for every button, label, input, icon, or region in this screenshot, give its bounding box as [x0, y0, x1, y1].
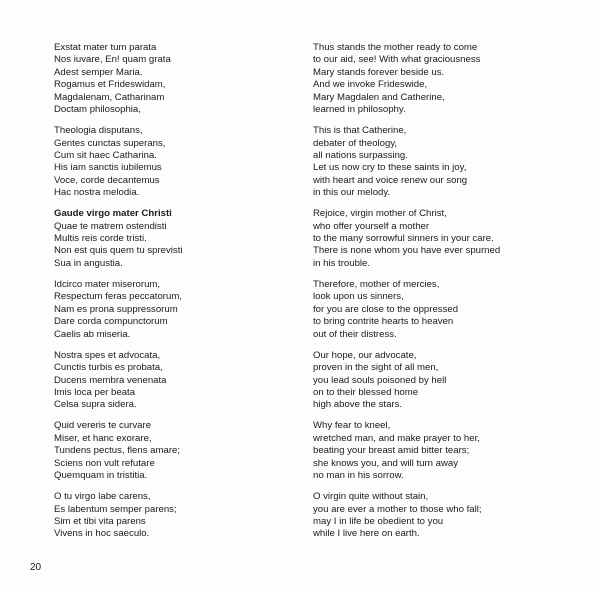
- verse-line: she knows you, and will turn away: [313, 457, 459, 469]
- verse-line: to the many sorrowful sinners in your care.: [313, 233, 494, 245]
- verse-line: Hac nostra melodia.: [54, 187, 140, 199]
- verse-line: Magdalenam, Catharinam: [54, 91, 165, 103]
- verse-line: His iam sanctis iubilemus: [54, 162, 162, 174]
- verse-line: who offer yourself a mother: [313, 220, 430, 232]
- verse-line: Cunctis turbis es probata,: [54, 362, 163, 374]
- verse-line: Quemquam in tristitia.: [54, 470, 148, 482]
- verse-line: may I in life be obedient to you: [313, 515, 444, 527]
- stanza: [313, 125, 583, 199]
- stanza: [313, 279, 583, 341]
- verse-line: while I live here on earth.: [313, 528, 420, 540]
- verse-line: you lead souls poisoned by hell: [313, 374, 447, 386]
- verse-line: Respectum feras peccatorum,: [54, 291, 182, 303]
- verse-line: This is that Catherine,: [313, 125, 407, 137]
- stanza: [313, 350, 583, 412]
- verse-line: Sim et tibi vita parens: [54, 515, 146, 527]
- verse-line: Voce, corde decantemus: [54, 174, 160, 186]
- verse-line: Quae te matrem ostendisti: [54, 220, 167, 232]
- stanza: [313, 208, 583, 270]
- verse-line: Es labentum semper parens;: [54, 503, 177, 515]
- verse-line: wretched man, and make prayer to her,: [313, 432, 480, 444]
- verse-line: debater of theology,: [313, 137, 398, 149]
- verse-line: Multis reis corde tristi.: [54, 233, 147, 245]
- verse-line: Mary stands forever beside us.: [313, 66, 445, 78]
- verse-line: There is none whom you have ever spurned: [313, 245, 501, 257]
- verse-line: Rejoice, virgin mother of Christ,: [313, 208, 447, 220]
- verse-line: Therefore, mother of mercies,: [313, 278, 440, 290]
- verse-line: look upon us sinners,: [313, 291, 404, 303]
- verse-line: Cum sit haec Catharina.: [54, 149, 157, 161]
- stanza: [54, 279, 290, 341]
- verse-line: Adest semper Maria.: [54, 66, 143, 78]
- verse-line: Thus stands the mother ready to come: [313, 42, 478, 53]
- verse-line: Sciens non vult refutare: [54, 457, 155, 469]
- verse-line: learned in philosophy.: [313, 104, 406, 116]
- verse-line: Miser, et hanc exorare,: [54, 432, 152, 444]
- stanza: [54, 125, 290, 199]
- verse-line: out of their distress.: [313, 328, 397, 340]
- verse-line: Idcirco mater miserorum,: [54, 278, 161, 290]
- verse-line: in this our melody.: [313, 187, 391, 199]
- verse-line: Nos iuvare, En! quam grata: [54, 54, 171, 66]
- verse-line: Nam es prona suppressorum: [54, 303, 178, 315]
- stanza: [54, 208, 290, 270]
- verse-line: with heart and voice renew our song: [313, 174, 468, 186]
- verse-line: for you are close to the oppressed: [313, 303, 459, 315]
- verse-line: Dare corda compunctorum: [54, 316, 168, 328]
- stanza: [313, 42, 583, 116]
- verse-line: on to their blessed home: [313, 386, 419, 398]
- verse-line: Tundens pectus, flens amare;: [54, 445, 181, 457]
- stanza: [54, 420, 290, 482]
- verse-line: Why fear to kneel,: [313, 420, 391, 432]
- verse-line: Sua in angustia.: [54, 257, 123, 269]
- verse-line: you are ever a mother to those who fall;: [313, 503, 482, 515]
- verse-line: Nostra spes et advocata,: [54, 349, 161, 361]
- verse-line: proven in the sight of all men,: [313, 362, 439, 374]
- verse-line: Non est quis quem tu sprevisti: [54, 245, 183, 257]
- verse-line: Mary Magdalen and Catherine,: [313, 91, 445, 103]
- stanza: [313, 491, 583, 541]
- page-number: 20: [30, 562, 42, 573]
- verse-line: Ducens membra venenata: [54, 374, 167, 386]
- verse-line: Rogamus et Frideswidam,: [54, 79, 166, 91]
- stanza: [54, 491, 290, 541]
- verse-line: Caelis ab miseria.: [54, 328, 131, 340]
- stanza-heading: Gaude virgo mater Christi: [54, 208, 172, 220]
- verse-line: And we invoke Frideswide,: [313, 79, 428, 91]
- english-translation-column: [313, 42, 583, 549]
- verse-line: to bring contrite hearts to heaven: [313, 316, 454, 328]
- verse-line: Exstat mater tum parata: [54, 42, 157, 53]
- verse-line: in his trouble.: [313, 257, 371, 269]
- verse-line: Quid vereris te curvare: [54, 420, 152, 432]
- stanza: [54, 350, 290, 412]
- verse-line: all nations surpassing.: [313, 149, 408, 161]
- verse-line: no man in his sorrow.: [313, 470, 404, 482]
- verse-line: Doctam philosophia,: [54, 104, 141, 116]
- verse-line: O tu virgo labe carens,: [54, 491, 151, 503]
- verse-line: Theologia disputans,: [54, 125, 143, 137]
- verse-line: Our hope, our advocate,: [313, 349, 417, 361]
- latin-text-column: [54, 42, 290, 549]
- verse-line: to our aid, see! With what graciousness: [313, 54, 481, 66]
- verse-line: Imis loca per beata: [54, 386, 136, 398]
- verse-line: Celsa supra sidera.: [54, 399, 137, 411]
- verse-line: Let us now cry to these saints in joy,: [313, 162, 467, 174]
- verse-line: beating your breast amid bitter tears;: [313, 445, 470, 457]
- verse-line: high above the stars.: [313, 399, 403, 411]
- stanza: [313, 420, 583, 482]
- verse-line: Gentes cunctas superans,: [54, 137, 166, 149]
- verse-line: O virgin quite without stain,: [313, 491, 429, 503]
- stanza: [54, 42, 290, 116]
- verse-line: Vivens in hoc saeculo.: [54, 528, 150, 540]
